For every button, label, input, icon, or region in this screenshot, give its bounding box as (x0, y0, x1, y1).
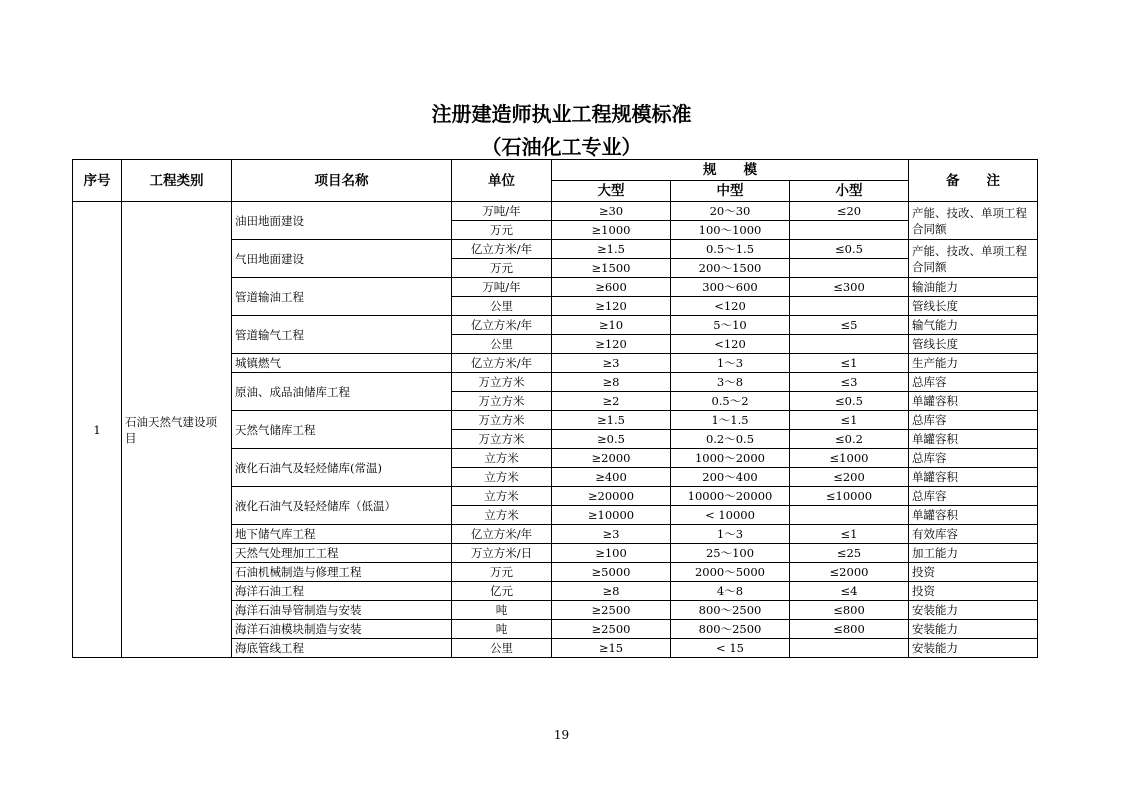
unit-cell: 立方米 (452, 449, 552, 468)
project-name-cell: 海洋石油导管制造与安装 (232, 601, 452, 620)
category-cell: 石油天然气建设项目 (122, 202, 232, 658)
unit-cell: 公里 (452, 639, 552, 658)
small-cell: ≤2000 (790, 563, 909, 582)
remark-cell: 生产能力 (909, 354, 1038, 373)
medium-cell: < 10000 (671, 506, 790, 525)
remark-cell: 产能、技改、单项工程合同额 (909, 240, 1038, 278)
unit-cell: 立方米 (452, 468, 552, 487)
table-row (73, 202, 1038, 221)
large-cell: ≥2000 (552, 449, 671, 468)
project-name-cell: 气田地面建设 (232, 240, 452, 278)
medium-cell: 0.5～1.5 (671, 240, 790, 259)
remark-cell: 单罐容积 (909, 392, 1038, 411)
small-cell: ≤1 (790, 525, 909, 544)
large-cell: ≥600 (552, 278, 671, 297)
unit-cell: 立方米 (452, 506, 552, 525)
large-cell: ≥8 (552, 582, 671, 601)
unit-cell: 万吨/年 (452, 278, 552, 297)
page-number: 19 (553, 728, 570, 742)
header-small: 小型 (790, 181, 909, 202)
large-cell: ≥1500 (552, 259, 671, 278)
remark-cell: 管线长度 (909, 297, 1038, 316)
small-cell: ≤0.5 (790, 240, 909, 259)
header-medium: 中型 (671, 181, 790, 202)
medium-cell: 1～1.5 (671, 411, 790, 430)
remark-cell: 总库容 (909, 449, 1038, 468)
unit-cell: 万元 (452, 563, 552, 582)
medium-cell: 4～8 (671, 582, 790, 601)
header-remark: 备 注 (909, 160, 1038, 202)
project-name-cell: 海底管线工程 (232, 639, 452, 658)
project-name-cell: 天然气处理加工工程 (232, 544, 452, 563)
project-name-cell: 原油、成品油储库工程 (232, 373, 452, 411)
large-cell: ≥3 (552, 525, 671, 544)
large-cell: ≥120 (552, 297, 671, 316)
medium-cell: 25～100 (671, 544, 790, 563)
small-cell: ≤0.5 (790, 392, 909, 411)
unit-cell: 万立方米 (452, 411, 552, 430)
unit-cell: 万吨/年 (452, 202, 552, 221)
medium-cell: 1～3 (671, 354, 790, 373)
project-name-cell: 石油机械制造与修理工程 (232, 563, 452, 582)
project-name-cell: 海洋石油模块制造与安装 (232, 620, 452, 639)
small-cell: ≤10000 (790, 487, 909, 506)
medium-cell: 3～8 (671, 373, 790, 392)
remark-cell: 总库容 (909, 487, 1038, 506)
small-cell: ≤3 (790, 373, 909, 392)
remark-cell: 安装能力 (909, 639, 1038, 658)
medium-cell: 100～1000 (671, 221, 790, 240)
large-cell: ≥1000 (552, 221, 671, 240)
remark-cell: 单罐容积 (909, 506, 1038, 525)
small-cell: ≤4 (790, 582, 909, 601)
large-cell: ≥1.5 (552, 240, 671, 259)
remark-cell: 单罐容积 (909, 430, 1038, 449)
header-category: 工程类别 (122, 160, 232, 202)
unit-cell: 吨 (452, 601, 552, 620)
header-seq: 序号 (73, 160, 122, 202)
remark-cell: 总库容 (909, 411, 1038, 430)
medium-cell: 300～600 (671, 278, 790, 297)
page-subtitle: （石油化工专业） (481, 135, 642, 159)
header-project: 项目名称 (232, 160, 452, 202)
remark-cell: 安装能力 (909, 601, 1038, 620)
small-cell: ≤300 (790, 278, 909, 297)
large-cell: ≥0.5 (552, 430, 671, 449)
small-cell: ≤200 (790, 468, 909, 487)
header-unit: 单位 (452, 160, 552, 202)
medium-cell: 200～1500 (671, 259, 790, 278)
small-cell: ≤1 (790, 411, 909, 430)
medium-cell: 800～2500 (671, 601, 790, 620)
table-body (73, 202, 1038, 658)
project-name-cell: 地下储气库工程 (232, 525, 452, 544)
large-cell: ≥120 (552, 335, 671, 354)
project-name-cell: 管道输油工程 (232, 278, 452, 316)
medium-cell: < 15 (671, 639, 790, 658)
unit-cell: 吨 (452, 620, 552, 639)
remark-cell: 管线长度 (909, 335, 1038, 354)
unit-cell: 公里 (452, 297, 552, 316)
large-cell: ≥10 (552, 316, 671, 335)
small-cell (790, 639, 909, 658)
medium-cell: 1000～2000 (671, 449, 790, 468)
large-cell: ≥15 (552, 639, 671, 658)
remark-cell: 总库容 (909, 373, 1038, 392)
large-cell: ≥2500 (552, 601, 671, 620)
large-cell: ≥5000 (552, 563, 671, 582)
remark-cell: 单罐容积 (909, 468, 1038, 487)
project-name-cell: 海洋石油工程 (232, 582, 452, 601)
small-cell: ≤20 (790, 202, 909, 221)
unit-cell: 万立方米/日 (452, 544, 552, 563)
remark-cell: 加工能力 (909, 544, 1038, 563)
small-cell: ≤0.2 (790, 430, 909, 449)
project-name-cell: 液化石油气及轻烃储库(常温) (232, 449, 452, 487)
seq-cell: 1 (73, 202, 122, 658)
medium-cell: 5～10 (671, 316, 790, 335)
project-name-cell: 天然气储库工程 (232, 411, 452, 449)
project-name-cell: 油田地面建设 (232, 202, 452, 240)
medium-cell: 2000～5000 (671, 563, 790, 582)
header-scale: 规 模 (552, 160, 909, 181)
small-cell: ≤5 (790, 316, 909, 335)
medium-cell: 200～400 (671, 468, 790, 487)
unit-cell: 立方米 (452, 487, 552, 506)
page-title: 注册建造师执业工程规模标准 (431, 102, 692, 126)
large-cell: ≥10000 (552, 506, 671, 525)
large-cell: ≥20000 (552, 487, 671, 506)
unit-cell: 亿元 (452, 582, 552, 601)
medium-cell: 0.2～0.5 (671, 430, 790, 449)
unit-cell: 万立方米 (452, 430, 552, 449)
project-name-cell: 液化石油气及轻烃储库（低温） (232, 487, 452, 525)
medium-cell: 10000～20000 (671, 487, 790, 506)
medium-cell: <120 (671, 297, 790, 316)
large-cell: ≥2500 (552, 620, 671, 639)
unit-cell: 万元 (452, 221, 552, 240)
small-cell (790, 221, 909, 240)
small-cell: ≤25 (790, 544, 909, 563)
medium-cell: 20～30 (671, 202, 790, 221)
remark-cell: 有效库容 (909, 525, 1038, 544)
medium-cell: 800～2500 (671, 620, 790, 639)
small-cell: ≤800 (790, 620, 909, 639)
medium-cell: <120 (671, 335, 790, 354)
medium-cell: 1～3 (671, 525, 790, 544)
unit-cell: 亿立方米/年 (452, 240, 552, 259)
large-cell: ≥3 (552, 354, 671, 373)
remark-cell: 投资 (909, 563, 1038, 582)
large-cell: ≥8 (552, 373, 671, 392)
remark-cell: 安装能力 (909, 620, 1038, 639)
remark-cell: 投资 (909, 582, 1038, 601)
unit-cell: 万元 (452, 259, 552, 278)
medium-cell: 0.5～2 (671, 392, 790, 411)
remark-cell: 输气能力 (909, 316, 1038, 335)
unit-cell: 万立方米 (452, 373, 552, 392)
unit-cell: 万立方米 (452, 392, 552, 411)
small-cell (790, 297, 909, 316)
small-cell (790, 506, 909, 525)
unit-cell: 亿立方米/年 (452, 525, 552, 544)
project-name-cell: 城镇燃气 (232, 354, 452, 373)
small-cell (790, 259, 909, 278)
remark-cell: 输油能力 (909, 278, 1038, 297)
large-cell: ≥2 (552, 392, 671, 411)
large-cell: ≥400 (552, 468, 671, 487)
large-cell: ≥100 (552, 544, 671, 563)
large-cell: ≥1.5 (552, 411, 671, 430)
large-cell: ≥30 (552, 202, 671, 221)
small-cell: ≤800 (790, 601, 909, 620)
small-cell: ≤1000 (790, 449, 909, 468)
small-cell: ≤1 (790, 354, 909, 373)
unit-cell: 公里 (452, 335, 552, 354)
remark-cell: 产能、技改、单项工程合同额 (909, 202, 1038, 240)
header-large: 大型 (552, 181, 671, 202)
unit-cell: 亿立方米/年 (452, 354, 552, 373)
scale-standard-table (72, 159, 1038, 658)
unit-cell: 亿立方米/年 (452, 316, 552, 335)
small-cell (790, 335, 909, 354)
project-name-cell: 管道输气工程 (232, 316, 452, 354)
